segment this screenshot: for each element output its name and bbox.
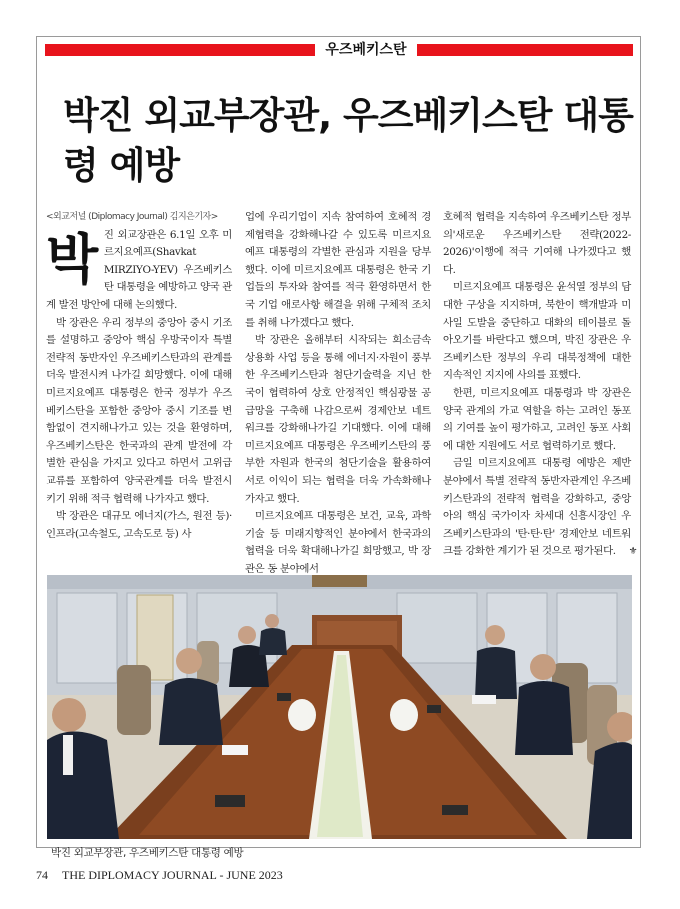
paragraph: 박 장관은 올해부터 시작되는 희소금속 상용화 사업 등을 통해 에너지·자원이 풍부한 우즈베키스탄과 첨단기술력을 지닌 한국이 협력하여 상호 안정적인 핵심광물 공급망을 구축해 나감으로써 경제안보 네트워크를 강화해나가길 기대했다. 이에 대해 미르지요예프 대통령은 우즈베키스탄의 풍부한 자원과 한국의 첨단기술을 활용하여 서로 이익이 되는 협력을 더욱 가속화해나가자고 했다. [245,334,431,505]
drop-cap: 박 [46,227,98,291]
paragraph: 한편, 미르지요예프 대통령과 박 장관은 양국 관계의 가교 역할을 하는 고려인 동포의 기여를 높이 평가하고, 고려인 동포 사회에 대한 지원에도 서로 협력하기로 했다. [443,386,631,452]
article-column-3 [443,209,638,561]
header-bar-left [45,44,315,56]
paragraph: 미르지요예프 대통령은 보건, 교육, 과학기술 등 미래지향적인 분야에서 한국과의 협력을 더욱 확대해나가길 희망했고, 박 장관은 동 분야에서 [245,510,431,575]
section-label: 우즈베키스탄 [325,42,407,58]
header-bar-right [417,44,633,56]
paragraph: 업에 우리기업이 지속 참여하여 호혜적 경제협력을 강화해나갈 수 있도록 미르지요예프 대통령의 각별한 관심과 지원을 당부했다. 이에 미르지요예프 대통령은 한국 기업들의 투자와 참여를 적극 환영하면서 한국 기업 애로사항 해결을 위해 구체적 조치를 취해 나가겠다고 했다. [245,211,431,329]
page-footer [36,868,283,883]
article-column-2 [245,209,431,578]
paragraph [443,455,638,561]
paragraph: 박 장관은 대규모 에너지(가스, 원전 등)·인프라(고속철도, 고속도로 등) 사 [46,510,232,540]
paragraph-text: 진 외교장관은 6.1일 오후 미르지요예프(Shavkat MIRZIYO-YEV) 우즈베키스탄 대통령을 예방하고 양국 관계 발전 방안에 대해 논의했다. [46,228,232,311]
paragraph: 박 장관은 우리 정부의 중앙아 중시 기조를 설명하고 중앙아 핵심 우방국이자 특별 전략적 동반자인 우즈베키스탄과의 관계를 더욱 발전시켜 나가길 희망했다. 이에 대해 미르지요예프 대통령은 한국 정부가 우즈베키스탄을 포함한 중앙아 중시 기조를 변함없이 견지해나가고 있는 것을 환영하며, 우즈베키스탄은 한국과의 관계 발전에 각별한 관심을 가지고 있다고 하면서 고위급 교류를 포함하여 양국관계를 더욱 발전시키기 위해 적극 협력해 나가자고 했다. [46,316,232,505]
paragraph-text: 금일 미르지요예프 대통령 예방은 제반 분야에서 특별 전략적 동반자관계인 우즈베키스탄과의 전략적 협력을 강화하고, 중앙아의 핵심 국가이자 차세대 신흥시장인 우즈베키스탄과의 '탄·탄·탄' 경제안보 네트워크를 강화한 계기가 된 것으로 평가된다. [443,457,631,558]
paragraph: 호혜적 협력을 지속하여 우즈베키스탄 정부의'새로운 우즈베키스탄 전략(2022-2026)'이행에 적극 기여해 나가겠다고 했다. [443,211,631,276]
article-frame [36,36,641,859]
headline: 박진 외교부장관, 우즈베키스탄 대통령 예방 [63,94,633,187]
article-column-1 [46,209,232,543]
photo-caption: 박진 외교부장관, 우즈베키스탄 대통령 예방 [51,847,244,859]
page-number: 74 [36,868,48,882]
publication-name: THE DIPLOMACY JOURNAL - JUNE 2023 [62,868,283,882]
lead-paragraph [46,227,232,315]
paragraph: 미르지요예프 대통령은 윤석열 정부의 담대한 구상을 지지하며, 북한이 핵개발과 미사일 도발을 중단하고 대화의 테이블로 돌아오기를 바란다고 했으며, 박진 장관은 우즈베키스탄 정부의 우리 대북정책에 대한 지속적인 지지에 사의를 표했다. [443,281,631,382]
end-mark-icon: ⚜ [628,546,638,558]
meeting-photo [47,575,632,839]
byline: <외교저널 (Diplomacy Journal) 김지은기자> [46,212,218,222]
